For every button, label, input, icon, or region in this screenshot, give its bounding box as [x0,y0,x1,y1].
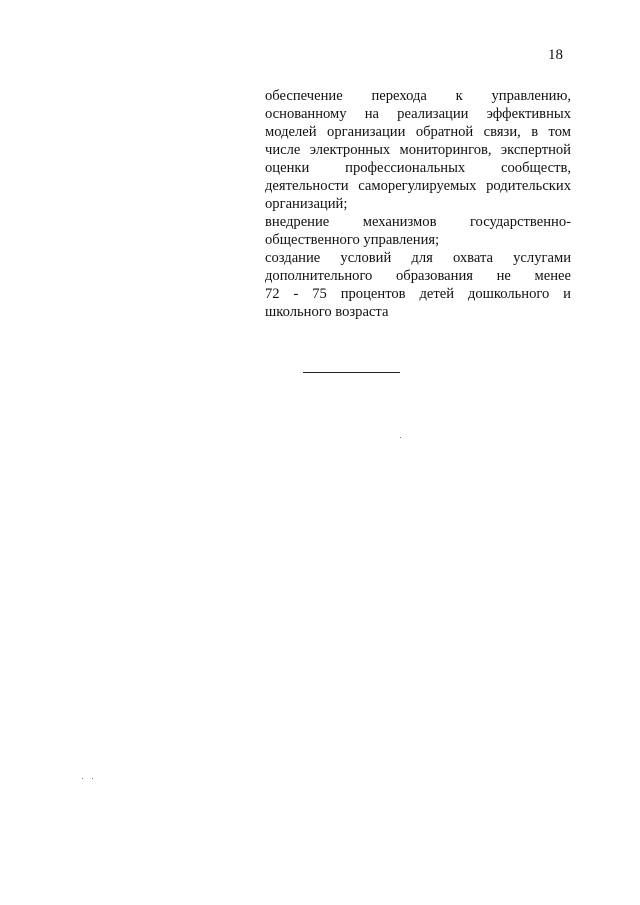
text-line: общественного управления; [265,232,440,248]
text-line: деятельности саморегулируемых родительских [265,178,571,194]
text-line: 72 - 75 процентов детей дошкольного и [265,286,571,302]
scan-artifact [92,778,93,779]
body-text [265,87,571,321]
end-of-section-rule [303,372,400,373]
page-number: 18 [548,47,563,63]
text-line: внедрение механизмов государственно- [265,214,571,230]
text-line: оценки профессиональных сообществ, [265,160,571,176]
scan-artifact [82,778,83,779]
text-line: организаций; [265,196,348,212]
text-line: моделей организации обратной связи, в том [265,124,571,140]
text-line: основанному на реализации эффективных [265,106,571,122]
scan-artifact [400,437,401,438]
paragraph-additional-education [265,249,571,321]
text-line: создание условий для охвата услугами [265,250,571,266]
text-line: числе электронных мониторингов, экспертной [265,142,571,158]
paragraph-feedback-models [265,87,571,213]
text-line: школьного возраста [265,304,389,320]
text-line: обеспечение перехода к управлению, [265,88,571,104]
text-line: дополнительного образования не менее [265,268,571,284]
paragraph-public-governance [265,213,571,249]
